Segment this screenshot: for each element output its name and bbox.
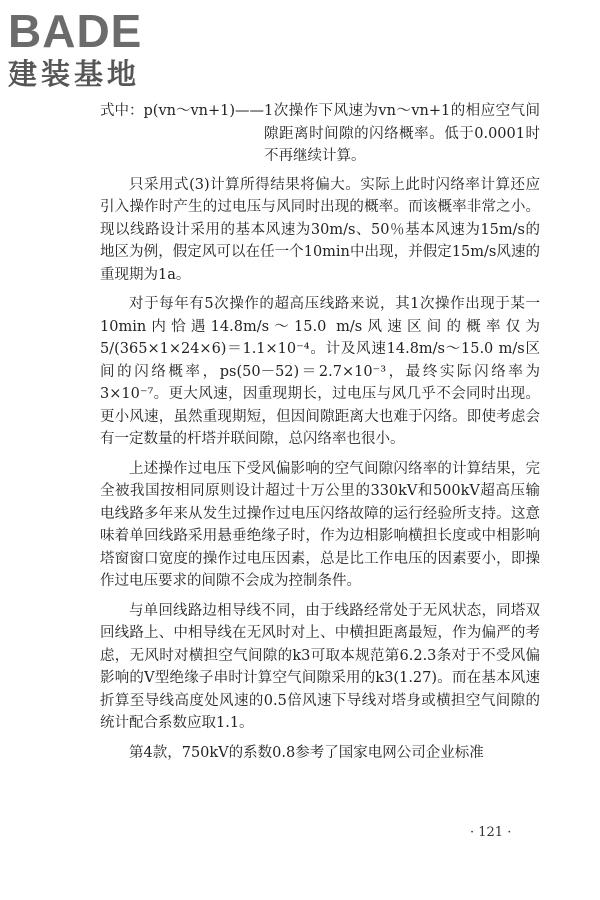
formula-note-label: 式中：p(vn～vn+1)—— xyxy=(100,103,265,119)
logo-subtitle: 建装基地 xyxy=(8,57,141,91)
formula-note-text: 1次操作下风速为vn～vn+1的相应空气间隙距离时间隙的闪络概率。低于0.0001时不再继续计算。 xyxy=(264,103,540,164)
paragraph: 上述操作过电压下受风偏影响的空气间隙闪络率的计算结果，完全被我国按相同原则设计超过十万公里的330kV和500kV超高压输电线路多年来从发生过操作过电压闪络故障的运行经验所支持。这意味着单回线路采用悬垂绝缘子时，作为边相影响横担长度或中相影响塔窗窗口宽度的操作过电压因素，总是比工作电压的因素要小，即操作过电压要求的间隙不会成为控制条件。 xyxy=(100,460,540,589)
paragraph: 与单回线路边相导线不同，由于线路经常处于无风状态，同塔双回线路上、中相导线在无风时对上、中横担距离最短，作为偏严的考虑，无风时对横担空气间隙的k3可取本规范第6.2.3条对于不受风偏影响的V型绝缘子串时计算空气间隙采用的k3(1.27)。而在基本风速折算至导线高度处风速的0.5倍风速下导线对塔身或横担空气间隙的统计配合系数应取1.1。 xyxy=(100,602,540,731)
formula-note xyxy=(100,100,540,168)
paragraph: 第4款，750kV的系数0.8参考了国家电网公司企业标准 xyxy=(129,744,484,761)
paragraph: 对于每年有5次操作的超高压线路来说，其1次操作出现于某一10min内恰遇14.8m/s～15.0 m/s风速区间的概率仅为5/(365×1×24×6)＝1.1×10⁻⁴。计及风速14.8m/s～15.0 m/s区间的闪络概率，ps(50－52)＝2.7×10⁻³，最终实际闪络率为3×10⁻⁷。更大风速，因重现期长，过电压与风几乎不会同时出现。更小风速，虽然重现期短，但因间隙距离大也难于闪络。即使考虑会有一定数量的杆塔并联间隙，总闪络率也很小。 xyxy=(100,296,540,447)
page-body xyxy=(100,100,540,771)
page-number: · 121 · xyxy=(470,825,512,840)
brand-logo xyxy=(8,6,178,98)
logo-mark: BADE xyxy=(8,5,143,57)
paragraph: 只采用式(3)计算所得结果将偏大。实际上此时闪络率计算还应引入操作时产生的过电压与风同时出现的概率。而该概率非常之小。现以线路设计采用的基本风速为30m/s、50％基本风速为15m/s的地区为例，假定风可以在任一个10min中出现，并假定15m/s风速的重现期为1a。 xyxy=(100,176,540,283)
